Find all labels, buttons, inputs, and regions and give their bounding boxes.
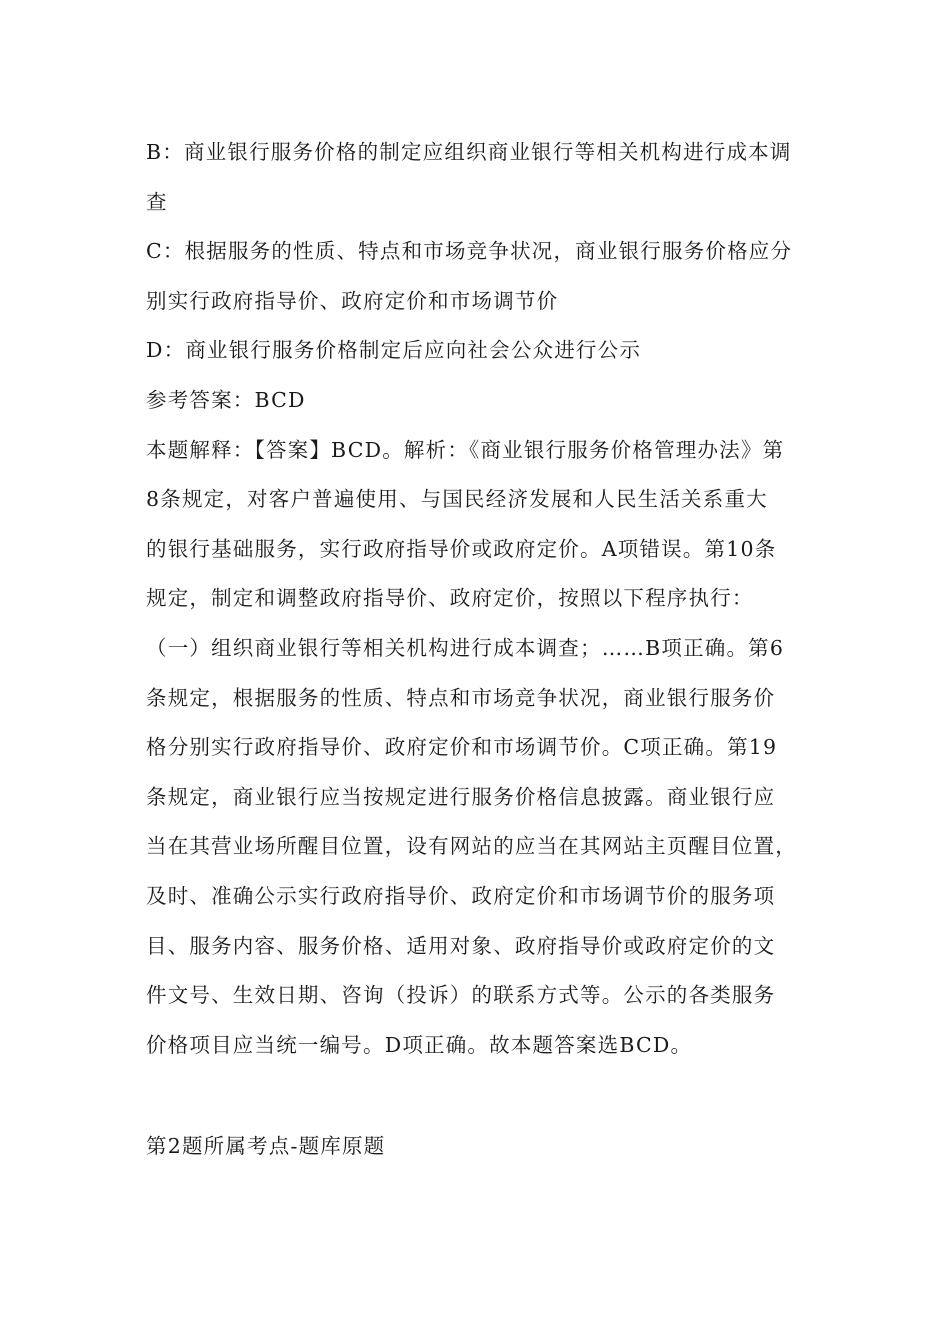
option-c-line-2: 别实行政府指导价、政府定价和市场调节价 [146,288,559,313]
explanation-line: 件文号、生效日期、咨询（投诉）的联系方式等。公示的各类服务 [146,983,776,1008]
explanation-line: 的银行基础服务，实行政府指导价或政府定价。A项错误。第10条 [146,536,777,561]
option-c-line-1: C：根据服务的性质、特点和市场竞争状况，商业银行服务价格应分 [146,239,793,264]
explanation-line: 当在其营业场所醒目位置，设有网站的应当在其网站主页醒目位置， [146,834,797,859]
explanation-line: 条规定，根据服务的性质、特点和市场竞争状况，商业银行服务价 [146,685,776,710]
explanation-line: （一）组织商业银行等相关机构进行成本调查；……B项正确。第6 [146,635,785,660]
reference-answer: 参考答案：BCD [146,387,306,412]
option-b-line-1: B：商业银行服务价格的制定应组织商业银行等相关机构进行成本调 [146,140,792,164]
option-b-line-2: 查 [146,189,168,214]
explanation-line: 规定，制定和调整政府指导价、政府定价，按照以下程序执行： [146,586,754,611]
section-title: 第2题所属考点-题库原题 [146,1134,386,1158]
explanation-line: 及时、准确公示实行政府指导价、政府定价和市场调节价的服务项 [146,883,776,908]
explanation-line: 格分别实行政府指导价、政府定价和市场调节价。C项正确。第19 [146,735,778,760]
explanation-line: 价格项目应当统一编号。D项正确。故本题答案选BCD。 [146,1032,693,1057]
explanation-line: 目、服务内容、服务价格、适用对象、政府指导价或政府定价的文 [146,933,776,958]
explanation-line: 8条规定，对客户普遍使用、与国民经济发展和人民生活关系重大 [146,487,768,512]
option-d-line: D：商业银行服务价格制定后应向社会公众进行公示 [146,338,642,363]
explanation-line: 条规定，商业银行应当按规定进行服务价格信息披露。商业银行应 [146,784,776,809]
explanation-line: 本题解释：【答案】BCD。解析：《商业银行服务价格管理办法》第 [146,437,785,462]
question-body [146,128,818,1070]
